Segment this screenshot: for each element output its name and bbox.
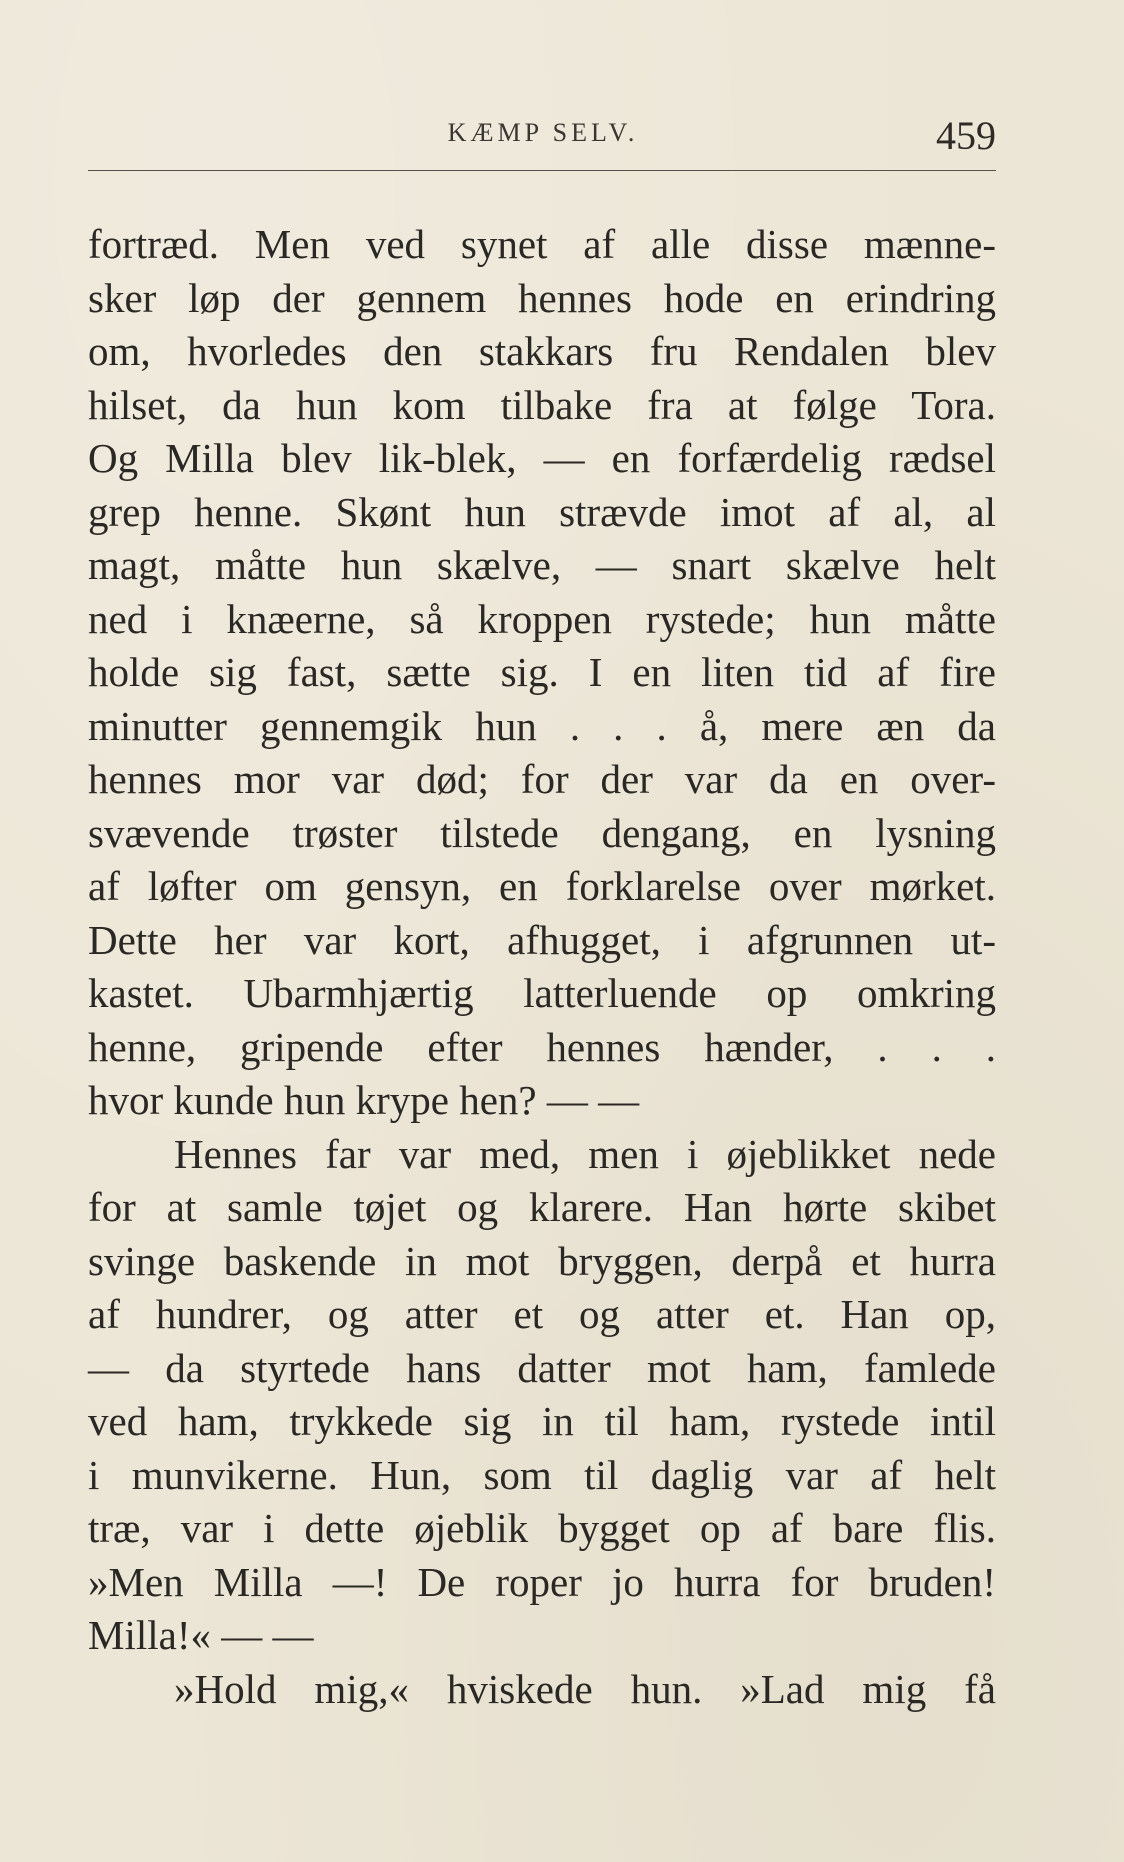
text-line: holde sig fast, sætte sig. I en liten tid af fire [88,649,996,695]
text-line: træ, var i dette øjeblik bygget op af bare flis. [88,1505,996,1551]
text-line: — da styrtede hans datter mot ham, famlede [88,1344,996,1391]
text-line: af hundrer, og atter et og atter et. Han op, [88,1291,996,1337]
text-line: Milla!« — — [88,1612,314,1658]
text-line: Dette her var kort, afhugget, i afgrunnen ut- [88,916,996,963]
text-line: grep henne. Skønt hun strævde imot af al, al [88,488,996,535]
text-line: sker løp der gennem hennes hode en erindring [88,274,996,321]
text-line: svævende trøster tilstede dengang, en lysning [88,809,996,856]
running-title: KÆMP SELV. [447,118,639,147]
text-line: magt, måtte hun skælve, — snart skælve helt [88,542,996,588]
page-number: 459 [936,113,996,158]
running-head [90,112,996,164]
text-line: om, hvorledes den stakkars fru Rendalen blev [88,328,996,374]
header-rule [88,170,996,171]
body-text [88,218,996,1716]
text-line: Hennes far var med, men i øjeblikket nede [174,1130,996,1177]
text-line: hilset, da hun kom tilbake fra at følge Tora. [88,381,996,428]
text-line: minutter gennemgik hun . . . å, mere æn da [88,702,996,749]
text-line: hennes mor var død; for der var da en over- [88,756,996,802]
text-line: svinge baskende in mot bryggen, derpå et hurra [88,1237,996,1284]
text-line: ved ham, trykkede sig in til ham, rystede intil [88,1398,996,1444]
text-line: »Men Milla —! De roper jo hurra for bruden! [88,1558,996,1605]
text-line: for at samle tøjet og klarere. Han hørte skibet [88,1184,996,1230]
text-line: ned i knæerne, så kroppen rystede; hun måtte [88,595,996,642]
text-line: hvor kunde hun krype hen? — — [88,1077,640,1123]
text-line: af løfter om gensyn, en forklarelse over mørket. [88,863,996,909]
text-line: Og Milla blev lik-blek, — en forfærdelig rædsel [88,435,996,481]
text-line: i munvikerne. Hun, som til daglig var af helt [88,1451,996,1498]
text-line: fortræd. Men ved synet af alle disse mænne- [88,221,996,267]
text-line: henne, gripende efter hennes hænder, . . . [88,1023,996,1070]
text-line: »Hold mig,« hviskede hun. »Lad mig få [174,1665,996,1712]
text-line: kastet. Ubarmhjærtig latterluende op omkring [88,970,996,1016]
